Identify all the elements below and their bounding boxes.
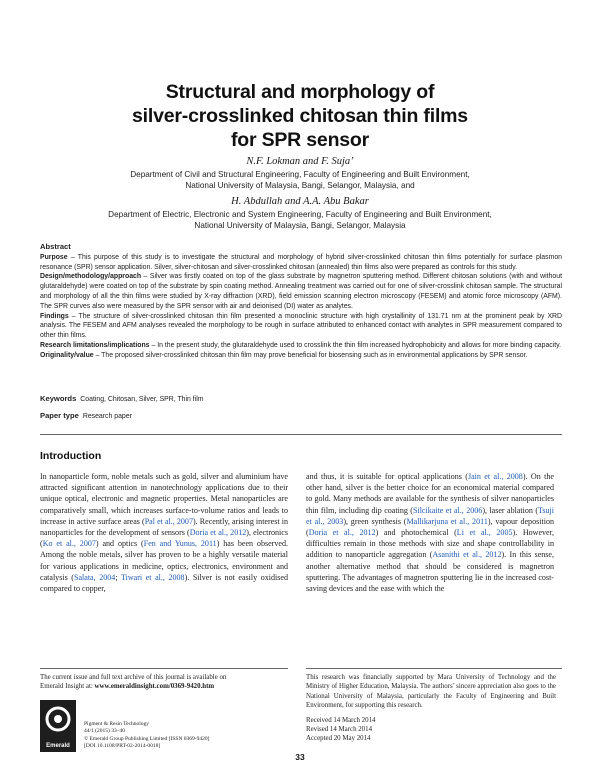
footnote-right (306, 673, 556, 744)
page-number: 33 (295, 752, 305, 762)
journal-doi[interactable]: [DOI 10.1108/PRT-02-2014-0018] (84, 743, 161, 750)
revised-date: Revised 14 March 2014 (306, 726, 373, 734)
affiliation-first-line-2: National University of Malaysia, Bangi, Selangor, Malaysia, and (185, 181, 415, 190)
paper-title (0, 80, 600, 152)
intro-text: In nanoparticle form, noble metals such as gold, silver and aluminium have attracted significant attention in nanotechnology applications due to their unique optical, electronic and magnetic properties. Metal nanoparticles are comparatively small, which increases surface-to-volume ratios and leads to increase in active surface areas ( (40, 472, 288, 526)
citation-link[interactable]: Tsuji et al., 2003 (306, 505, 554, 526)
logo-wordmark: Emerald (46, 743, 70, 749)
citation-link[interactable]: Tiwari et al., 2008 (120, 572, 185, 582)
abstract-block (40, 242, 562, 361)
citation-link[interactable]: Pal et al., 2007 (144, 516, 193, 526)
purpose-label: Purpose (40, 253, 68, 261)
journal-name: Pigment & Resin Technology (84, 721, 150, 727)
intro-text: ) has been observed. Among the noble metals, silver has proven to be a highly versatile material for various applications in medicine, optics, electronics, environment and catalysis ( (40, 539, 288, 582)
keywords-label: Keywords (40, 394, 77, 403)
abstract-findings (40, 312, 562, 341)
originality-label: Originality/value (40, 351, 94, 359)
footnote-left-prefix: Emerald Insight at: (40, 683, 95, 691)
abstract-heading: Abstract (40, 242, 71, 251)
citation-link[interactable]: Mallikarjuna et al., 2011 (406, 516, 488, 526)
intro-text: ) and optics ( (95, 539, 144, 549)
citation-link[interactable]: Doria et al., 2012 (189, 528, 247, 538)
accepted-date: Accepted 20 May 2014 (306, 735, 371, 743)
journal-info (84, 721, 209, 751)
abstract-originality (40, 351, 562, 361)
keywords-text: Coating, Chitosan, Silver, SPR, Thin film (80, 396, 204, 403)
affiliation-first-line-1: Department of Civil and Structural Engineering, Faculty of Engineering and Built Environment, (130, 170, 470, 179)
originality-text: – The proposed silver-crosslinked chitosan thin film may prove beneficial for biosensing such as in environmental applications by SPR sensor. (93, 351, 528, 359)
affiliation-first (0, 169, 600, 191)
citation-link[interactable]: Fen and Yunus, 2011 (143, 539, 217, 549)
affiliation-second (0, 209, 600, 231)
funding-note: This research was financially supported by Mara University of Technology and the Ministry of Higher Education, Malaysia. The authors’ sincere appreciation also goes to the National University of Malaysia, particularly the Faculty of Engineering and Built Environment, for supporting this research. (306, 674, 556, 710)
citation-link[interactable]: Li et al., 2005 (456, 528, 513, 538)
footnote-divider-right (306, 668, 562, 669)
affiliation-second-line-1: Department of Electric, Electronic and System Engineering, Faculty of Engineering and Built Environment, (108, 210, 492, 219)
citation-link[interactable]: Jain et al., 2008 (467, 472, 523, 481)
section-divider (40, 434, 562, 435)
footnote-left-line-2 (40, 682, 290, 691)
title-line-2: silver-crosslinked chitosan thin films (132, 105, 468, 127)
introduction-heading: Introduction (40, 450, 102, 462)
introduction-left-column (40, 471, 288, 594)
intro-text: ). Silver is not easily oxidised compared to copper, (40, 572, 289, 594)
citation-link[interactable]: Doria et al., 2012 (308, 528, 376, 538)
emerald-logo-mark (40, 700, 76, 740)
citation-link[interactable]: Salata, 2004 (73, 572, 116, 582)
affiliation-second-line-2: National University of Malaysia, Bangi, Selangor, Malaysia (194, 221, 406, 230)
limitations-label: Research limitations/implications (40, 341, 150, 349)
intro-text: ; (115, 572, 121, 582)
abstract-design (40, 272, 562, 311)
intro-text: and thus, it is suitable for optical applications ( (306, 472, 468, 481)
keywords-line (40, 394, 562, 405)
design-text: – Silver was firstly coated on top of the glass substrate by magnetron sputtering method. Different chitosan solutions (with and without glutaraldehyde) were coated on top of the substrate by spin coating method. Annealing treatment was carried out for one of silver-crosslink chitosan sample. The structural and morphology of all the thin films were studied by X-ray diffraction (XRD), field emission scanning electron microscopy (FESEM) and atomic force microscopy (AFM). The SPR curves also were measured by the SPR sensor with air and deionised (DI) water as analytes. (40, 273, 562, 310)
citation-link[interactable]: Asanithi et al., 2012 (432, 550, 502, 560)
intro-text: ). However, difficulties remain in those methods with size and shape controllability in addition to nanoparticle aggregation ( (306, 528, 555, 560)
findings-label: Findings (40, 312, 69, 320)
citation-link[interactable]: Ko et al., 2007 (42, 539, 96, 549)
limitations-text: – In the present study, the glutaraldehyde used to crosslink the thin film increased hydrophobicity and allows for more binding capacity. (149, 341, 562, 349)
purpose-text: – This purpose of this study is to investigate the structural and morphology of hybrid silver-crosslinked chitosan thin films potentially for surface plasmon resonance (SPR) sensor application. Silver, silver-chitosan and silver-crosslinked chitosan (annealed) thin films also were prepared as controls for this study. (40, 253, 562, 271)
intro-text: ), laser ablation ( (482, 505, 538, 515)
journal-archive-link[interactable]: www.emeraldinsight.com/0369-9420.htm (94, 683, 215, 691)
intro-text: ). On the other hand, silver is the better choice for an economical material compared to gold. Many methods are available for the synthesis of silver nanoparticles thin film, including dip coating ( (306, 472, 554, 515)
intro-text: ), green synthesis ( (343, 516, 407, 526)
authors-first: N.F. Lokman and F. Suja’ (246, 156, 354, 167)
design-label: Design/methodology/approach (40, 273, 142, 281)
intro-text: ) and photochemical ( (375, 528, 457, 538)
title-line-1: Structural and morphology of (165, 81, 435, 103)
paper-type-line (40, 411, 562, 422)
intro-text: ). Recently, arising interest in nanoparticles for the development of sensors ( (40, 516, 288, 538)
authors-second: H. Abdullah and A.A. Abu Bakar (231, 196, 369, 207)
findings-text: – The structure of silver-crosslinked chitosan thin film presented a monoclinic structure with high crystallinity of 131.71 nm at the prominent peak by XRD analysis. The FESEM and AFM analyses revealed the morphology to be rough in surface attributed to enhanced contact with analytes in SPR measurement compared to other thin films. (40, 312, 562, 340)
intro-text: ), electronics ( (40, 528, 288, 549)
emerald-logo-icon (40, 700, 76, 752)
footnote-left-line-1: The current issue and full text archive of this journal is available on (40, 674, 227, 681)
intro-text: ). In this sense, another alternative method that should be considered is magnetron sputtering. The advantages of magnetron sputtering lie in the increased cost-saving devices and the ease with which the (306, 550, 555, 594)
abstract-purpose (40, 253, 562, 273)
abstract-limitations (40, 341, 562, 351)
footnote-left (40, 673, 290, 692)
citation-link[interactable]: Silcikaite et al., 2006 (412, 505, 483, 515)
paper-type-text: Research paper (82, 413, 132, 420)
footnote-divider-left (40, 668, 288, 669)
intro-text: ), vapour deposition ( (306, 516, 554, 538)
journal-copyright: © Emerald Group Publishing Limited [ISSN 0369-9420] (84, 735, 210, 742)
journal-volume: 44/1 (2015) 33–40 (84, 728, 125, 735)
introduction-right-column (306, 471, 554, 594)
title-line-3: for SPR sensor (230, 129, 370, 151)
paper-type-label: Paper type (40, 411, 79, 420)
received-date: Received 14 March 2014 (306, 716, 376, 724)
